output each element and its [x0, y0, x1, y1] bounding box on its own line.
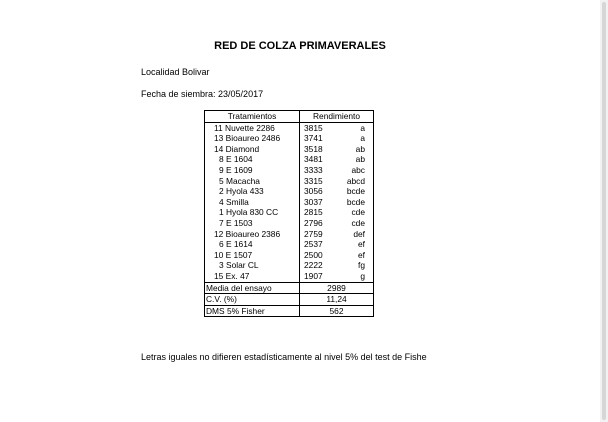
treatment-cell: 13 Bioaureo 2486 [205, 133, 300, 144]
results-table [204, 110, 374, 317]
yield-value: 1907 [304, 270, 323, 281]
summary-label: DMS 5% Fisher [205, 305, 300, 317]
table-row [205, 271, 374, 282]
treatment-cell: 3 Solar CL [205, 260, 300, 271]
table-row [205, 229, 374, 240]
significance-group: def [353, 228, 365, 239]
yield-cell [300, 165, 374, 176]
significance-group: ab [355, 154, 365, 165]
treatment-cell: 6 E 1614 [205, 239, 300, 250]
locality-text: Localidad Bolivar [141, 67, 210, 77]
yield-value: 2500 [304, 249, 323, 260]
significance-group: abcd [346, 175, 365, 186]
table-row [205, 176, 374, 187]
summary-value: 2989 [300, 282, 374, 294]
significance-group: fg [358, 260, 365, 271]
significance-group: a [360, 133, 365, 144]
significance-group: a [360, 122, 365, 133]
treatment-cell: 4 Smilla [205, 197, 300, 208]
summary-row [205, 305, 374, 317]
table-row [205, 260, 374, 271]
yield-value: 3481 [304, 154, 323, 165]
significance-group: abc [351, 164, 365, 175]
yield-cell [300, 218, 374, 229]
yield-cell [300, 229, 374, 240]
yield-value: 2222 [304, 260, 323, 271]
table-row [205, 207, 374, 218]
treatment-cell: 10 E 1507 [205, 250, 300, 261]
treatment-cell: 8 E 1604 [205, 154, 300, 165]
yield-value: 2796 [304, 217, 323, 228]
treatment-cell: 9 E 1609 [205, 165, 300, 176]
treatment-cell: 15 Ex. 47 [205, 271, 300, 282]
yield-cell [300, 197, 374, 208]
document-title: RED DE COLZA PRIMAVERALES [214, 40, 386, 52]
vertical-scrollbar[interactable] [600, 0, 608, 422]
significance-group: ef [358, 239, 365, 250]
table-header-row [205, 111, 374, 123]
summary-value: 11,24 [300, 294, 374, 306]
summary-label: C.V. (%) [205, 294, 300, 306]
treatment-cell: 1 Hyola 830 CC [205, 207, 300, 218]
summary-row [205, 294, 374, 306]
yield-cell [300, 271, 374, 282]
yield-cell [300, 207, 374, 218]
yield-cell [300, 260, 374, 271]
yield-value: 2815 [304, 207, 323, 218]
yield-cell [300, 122, 374, 133]
yield-value: 3333 [304, 164, 323, 175]
yield-value: 2759 [304, 228, 323, 239]
table-row [205, 144, 374, 155]
yield-cell [300, 154, 374, 165]
table-row [205, 154, 374, 165]
yield-value: 3518 [304, 143, 323, 154]
header-treatments: Tratamientos [205, 111, 300, 123]
table-row [205, 133, 374, 144]
yield-cell [300, 133, 374, 144]
table-row [205, 250, 374, 261]
yield-cell [300, 176, 374, 187]
table-row [205, 197, 374, 208]
yield-cell [300, 186, 374, 197]
table-row [205, 239, 374, 250]
yield-cell [300, 239, 374, 250]
yield-cell [300, 144, 374, 155]
significance-group: g [360, 270, 365, 281]
treatment-cell: 14 Diamond [205, 144, 300, 155]
yield-value: 3037 [304, 196, 323, 207]
sowing-date-text: Fecha de siembra: 23/05/2017 [141, 89, 264, 99]
significance-group: ab [355, 143, 365, 154]
treatment-cell: 11 Nuvette 2286 [205, 122, 300, 133]
yield-value: 3815 [304, 122, 323, 133]
yield-value: 2537 [304, 239, 323, 250]
significance-group: bcde [346, 196, 365, 207]
table-row [205, 218, 374, 229]
significance-group: bcde [346, 186, 365, 197]
footnote-text: Letras iguales no difieren estadísticamente al nivel 5% del test de Fishe [141, 352, 427, 362]
treatment-cell: 5 Macacha [205, 176, 300, 187]
header-yield: Rendimiento [300, 111, 374, 123]
treatment-cell: 7 E 1503 [205, 218, 300, 229]
yield-cell [300, 250, 374, 261]
summary-label: Media del ensayo [205, 282, 300, 294]
table-row [205, 186, 374, 197]
summary-value: 562 [300, 305, 374, 317]
summary-row [205, 282, 374, 294]
significance-group: ef [358, 249, 365, 260]
yield-value: 3315 [304, 175, 323, 186]
scrollbar-thumb[interactable] [602, 2, 606, 420]
significance-group: cde [351, 217, 365, 228]
yield-value: 3741 [304, 133, 323, 144]
yield-value: 3056 [304, 186, 323, 197]
table-row [205, 122, 374, 133]
treatment-cell: 12 Bioaureo 2386 [205, 229, 300, 240]
table-row [205, 165, 374, 176]
significance-group: cde [351, 207, 365, 218]
treatment-cell: 2 Hyola 433 [205, 186, 300, 197]
